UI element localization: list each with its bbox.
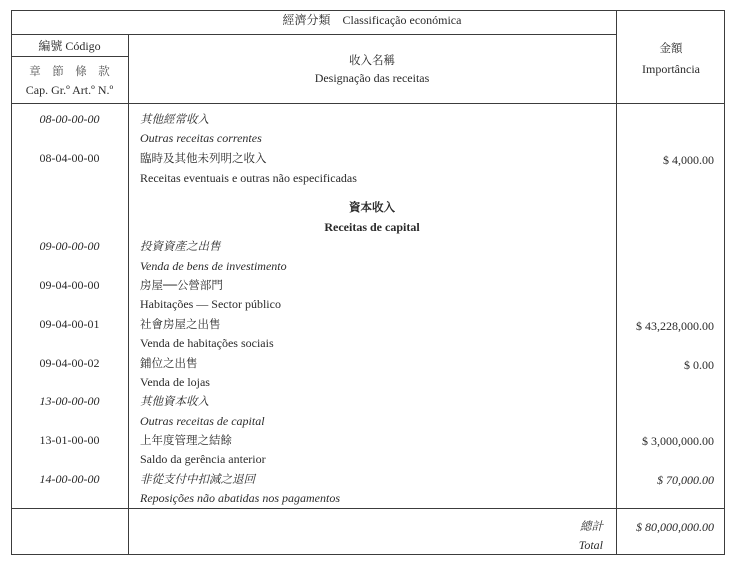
total-divider (11, 508, 725, 509)
row-name-zh: 鋪位之出售 (140, 356, 198, 370)
row-amount: $ 0.00 (684, 358, 714, 372)
section-heading-zh: 資本收入 (349, 200, 395, 214)
header-divider-code (11, 56, 128, 57)
row-code: 09-04-00-00 (39, 278, 100, 292)
row-name-zh: 其他經常收入 (140, 112, 209, 126)
code-subheader-zh: 章 節 條 款 (29, 64, 110, 78)
code-subheader-pt: Cap. Gr.º Art.º N.º (25, 83, 114, 97)
row-name-zh: 投資資產之出售 (140, 239, 221, 253)
row-name-pt: Outras receitas de capital (140, 414, 265, 428)
row-code: 08-04-00-00 (39, 151, 100, 165)
row-name-pt: Receitas eventuais e outras não especificadas (140, 171, 357, 185)
row-amount: $ 3,000,000.00 (642, 434, 714, 448)
row-name-zh: 臨時及其他未列明之收入 (140, 151, 267, 165)
row-amount: $ 43,228,000.00 (636, 319, 714, 333)
row-name-pt: Saldo da gerência anterior (140, 452, 266, 466)
description-header-pt: Designação das receitas (314, 71, 430, 85)
row-name-pt: Venda de habitações sociais (140, 336, 274, 350)
row-code: 09-00-00-00 (39, 239, 100, 253)
amount-header-zh: 金額 (659, 41, 683, 55)
total-label-zh: 總計 (580, 519, 603, 533)
total-label-pt: Total (578, 538, 603, 552)
header-bottom-divider (11, 103, 725, 104)
row-name-pt: Outras receitas correntes (140, 131, 262, 145)
row-name-zh: 社會房屋之出售 (140, 317, 221, 331)
row-name-zh: 非從支付中扣減之退回 (140, 472, 255, 486)
section-heading-pt: Receitas de capital (324, 220, 420, 234)
row-name-pt: Reposições não abatidas nos pagamentos (140, 491, 340, 505)
row-name-zh: 房屋──公營部門 (140, 278, 223, 292)
total-amount: $ 80,000,000.00 (636, 520, 714, 534)
description-header-zh: 收入名稱 (349, 53, 395, 67)
row-name-pt: Habitações — Sector público (140, 297, 281, 311)
row-amount: $ 70,000.00 (657, 473, 714, 487)
row-code: 08-00-00-00 (39, 112, 100, 126)
classification-header: 經濟分類 Classificação económica (282, 13, 462, 27)
row-amount: $ 4,000.00 (663, 153, 714, 167)
row-name-zh: 上年度管理之結餘 (140, 433, 232, 447)
row-name-pt: Venda de bens de investimento (140, 259, 287, 273)
column-divider-code (128, 35, 129, 554)
amount-header-pt: Importância (642, 62, 700, 76)
row-code: 09-04-00-02 (39, 356, 100, 370)
row-name-zh: 其他資本收入 (140, 394, 209, 408)
row-code: 09-04-00-01 (39, 317, 100, 331)
header-divider-classification (11, 34, 616, 35)
row-code: 14-00-00-00 (39, 472, 100, 486)
code-header: 編號 Código (38, 39, 101, 53)
row-name-pt: Venda de lojas (140, 375, 210, 389)
row-code: 13-00-00-00 (39, 394, 100, 408)
row-code: 13-01-00-00 (39, 433, 100, 447)
